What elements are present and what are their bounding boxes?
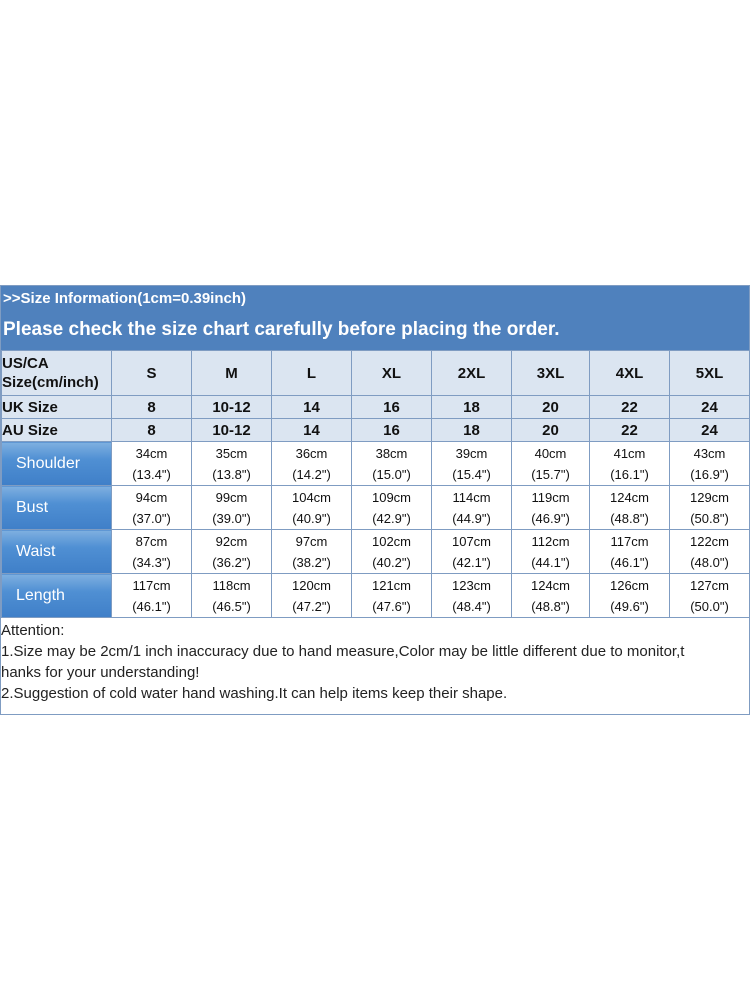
uk-size-row [2,396,750,419]
measure-cm: 118cm [212,577,251,593]
size-information-heading: >>Size Information(1cm=0.39inch) [1,286,749,312]
measure-cell [272,442,352,486]
au-size-cell: 20 [512,419,590,442]
measure-inch: (40.2") [372,554,411,570]
measure-cell [192,486,272,530]
measure-cm: 36cm [295,445,328,461]
size-table [1,350,750,618]
us-size-cell: XL [352,351,432,396]
us-size-cell: 2XL [432,351,512,396]
measure-cm: 40cm [534,445,567,461]
measure-cell [670,442,750,486]
measure-inch: (50.0") [690,598,729,614]
measure-cell [670,574,750,618]
au-size-row [2,419,750,442]
au-size-cell: 16 [352,419,432,442]
measure-cm: 41cm [613,445,646,461]
size-chart [0,285,750,715]
measure-cm: 117cm [610,533,649,549]
measure-cm: 123cm [451,577,492,593]
measure-cell [352,486,432,530]
measure-cm: 43cm [693,445,726,461]
au-size-label: AU Size [2,419,112,442]
uk-size-cell: 16 [352,396,432,419]
us-size-label [2,351,112,396]
measure-inch: (13.8") [212,466,251,482]
uk-size-cell: 20 [512,396,590,419]
measure-cm: 119cm [531,489,570,505]
uk-size-cell: 24 [670,396,750,419]
measure-cm: 129cm [689,489,730,505]
us-size-cell: 5XL [670,351,750,396]
measure-cm: 35cm [215,445,248,461]
measure-cm: 99cm [215,489,248,505]
us-size-row [2,351,750,396]
measure-row-waist [2,530,750,574]
us-size-cell: L [272,351,352,396]
measure-inch: (46.1") [610,554,649,570]
measure-cell [512,530,590,574]
measure-cell [432,530,512,574]
measure-inch: (15.4") [452,466,491,482]
measure-cell [112,574,192,618]
measure-cm: 121cm [371,577,412,593]
au-size-cell: 24 [670,419,750,442]
measure-inch: (46.1") [132,598,171,614]
measure-inch: (46.5") [212,598,251,614]
measure-label: Length [2,574,112,618]
au-size-cell: 8 [112,419,192,442]
measure-cm: 97cm [295,533,328,549]
measure-cm: 126cm [609,577,650,593]
measure-cell [112,530,192,574]
measure-inch: (44.9") [452,510,491,526]
measure-cell [352,530,432,574]
measure-inch: (48.0") [690,554,729,570]
measure-cm: 34cm [135,445,168,461]
measure-inch: (48.8") [610,510,649,526]
measure-row-length [2,574,750,618]
size-table-body [2,351,750,618]
au-size-cell: 10-12 [192,419,272,442]
measure-inch: (48.8") [531,598,570,614]
measure-cell [670,486,750,530]
measure-cell [590,442,670,486]
uk-size-cell: 18 [432,396,512,419]
measure-cell [272,574,352,618]
measure-inch: (16.9") [690,466,729,482]
measure-cell [590,486,670,530]
attention-note-1: 1.Size may be 2cm/1 inch inaccuracy due to hand measure,Color may be little different due to monitor,t [1,643,685,660]
measure-cm: 117cm [132,577,171,593]
measure-cm: 39cm [455,445,488,461]
attention-note-1-continued: hanks for your understanding! [1,664,200,681]
measure-cm: 120cm [291,577,332,593]
measure-inch: (44.1") [531,554,570,570]
measure-inch: (39.0") [212,510,251,526]
measure-inch: (46.9") [531,510,570,526]
us-size-label-line2: Size(cm/inch) [2,374,99,391]
uk-size-cell: 22 [590,396,670,419]
measure-inch: (48.4") [452,598,491,614]
measure-cell [590,574,670,618]
measure-row-shoulder [2,442,750,486]
measure-cm: 92cm [215,533,248,549]
measure-inch: (15.7") [531,466,570,482]
measure-inch: (36.2") [212,554,251,570]
check-size-chart-notice: Please check the size chart carefully before placing the order. [1,312,749,350]
au-size-cell: 22 [590,419,670,442]
measure-cm: 124cm [609,489,650,505]
measure-cm: 124cm [530,577,571,593]
measure-inch: (42.1") [452,554,491,570]
measure-cm: 94cm [135,489,168,505]
us-size-cell: 3XL [512,351,590,396]
measure-cell [432,486,512,530]
measure-inch: (15.0") [372,466,411,482]
measure-cm: 112cm [531,533,570,549]
measure-cm: 107cm [451,533,492,549]
measure-cell [272,486,352,530]
measure-inch: (38.2") [292,554,331,570]
measure-cell [192,574,272,618]
measure-cell [352,442,432,486]
measure-cm: 127cm [689,577,730,593]
measure-cell [432,574,512,618]
attention-title: Attention: [1,622,65,639]
uk-size-label: UK Size [2,396,112,419]
attention-note-2: 2.Suggestion of cold water hand washing.It can help items keep their shape. [1,685,508,702]
measure-cm: 38cm [375,445,408,461]
measure-cell [272,530,352,574]
measure-inch: (16.1") [610,466,649,482]
measure-label: Bust [2,486,112,530]
measure-cell [512,486,590,530]
measure-cell [192,530,272,574]
measure-cm: 102cm [371,533,412,549]
measure-cm: 87cm [135,533,168,549]
measure-cell [512,442,590,486]
uk-size-cell: 10-12 [192,396,272,419]
measure-cm: 104cm [291,489,332,505]
measure-cell [590,530,670,574]
us-size-cell: S [112,351,192,396]
us-size-cell: M [192,351,272,396]
uk-size-cell: 14 [272,396,352,419]
us-size-cell: 4XL [590,351,670,396]
measure-cm: 122cm [689,533,730,549]
measure-row-bust [2,486,750,530]
measure-inch: (34.3") [132,554,171,570]
attention-notes [1,618,749,704]
measure-inch: (37.0") [132,510,171,526]
measure-cell [512,574,590,618]
measure-cm: 109cm [371,489,412,505]
measure-inch: (42.9") [372,510,411,526]
measure-inch: (40.9") [292,510,331,526]
measure-inch: (47.2") [292,598,331,614]
measure-cell [112,486,192,530]
measure-cell [192,442,272,486]
measure-cell [352,574,432,618]
measure-cell [112,442,192,486]
measure-inch: (50.8") [690,510,729,526]
measure-label: Shoulder [2,442,112,486]
measure-inch: (47.6") [372,598,411,614]
measure-cell [432,442,512,486]
measure-cm: 114cm [452,489,491,505]
us-size-label-line1: US/CA [2,355,49,372]
au-size-cell: 18 [432,419,512,442]
measure-cell [670,530,750,574]
uk-size-cell: 8 [112,396,192,419]
measure-label: Waist [2,530,112,574]
measure-inch: (13.4") [132,466,171,482]
measure-inch: (14.2") [292,466,331,482]
measure-inch: (49.6") [610,598,649,614]
au-size-cell: 14 [272,419,352,442]
